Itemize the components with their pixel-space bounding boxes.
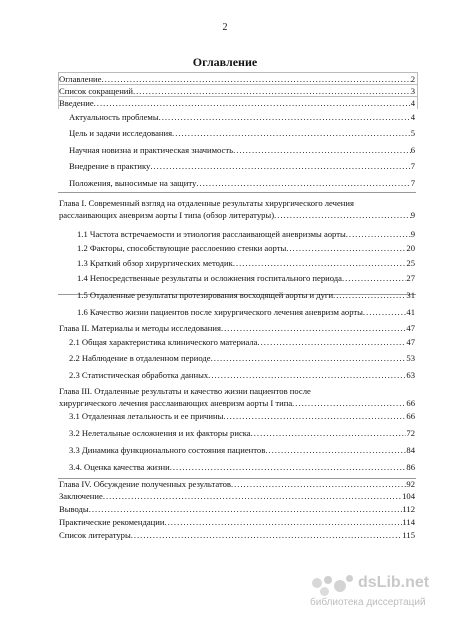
toc-entry-title: Глава IV. Обсуждение полученных результатов xyxy=(59,479,231,489)
toc-chapter-entry[interactable] xyxy=(59,197,415,221)
toc-entry[interactable] xyxy=(69,461,415,473)
toc-entry-title: 1.6 Качество жизни пациентов после хирургического лечения аневризм аорты xyxy=(77,307,363,317)
toc-entry[interactable] xyxy=(59,73,415,85)
toc-entry-title-line1: Глава III. Отдаленные результаты и качество жизни пациентов после xyxy=(59,386,311,396)
page-number: 2 xyxy=(222,22,228,33)
toc-entry-title: Введение xyxy=(59,98,94,108)
toc-entry-page: 72 xyxy=(406,428,415,438)
toc-entry-title: 1.2 Факторы, способствующие расслоению стенки аорты xyxy=(77,243,287,253)
toc-entry-page: 9 xyxy=(410,229,415,239)
toc-entry-title: Цель и задачи исследования xyxy=(69,128,173,138)
watermark-dot-icon xyxy=(320,587,329,596)
toc-entry-title: 1.1 Частота встречаемости и этиология расслаивающей аневризмы аорты xyxy=(77,229,346,239)
toc-entry-page: 6 xyxy=(410,145,415,155)
toc-entry-page: 27 xyxy=(406,273,415,283)
watermark-dot-icon xyxy=(334,580,346,592)
toc-entry[interactable] xyxy=(77,228,415,240)
toc-entry-title: 1.4 Непосредственные результаты и осложнения госпитального периода xyxy=(77,273,342,283)
watermark-dot-icon xyxy=(312,578,322,588)
toc-entry[interactable] xyxy=(59,516,415,528)
toc-entry-title: 3.2 Нелетальные осложнения и их факторы риска xyxy=(69,428,251,438)
toc-entry-title: Список литературы xyxy=(59,530,131,540)
toc-entry-title: Практические рекомендации xyxy=(59,517,165,527)
toc-entry[interactable] xyxy=(59,97,415,109)
watermark-dot-icon xyxy=(346,575,353,582)
toc-entry-page: 63 xyxy=(406,370,415,380)
watermark-dot-icon xyxy=(324,576,332,584)
toc-entry-title-line1: Глава I. Современный взгляд на отдаленные результаты хирургического лечения xyxy=(59,198,354,208)
toc-entry-title: 3.4. Оценка качества жизни xyxy=(69,462,170,472)
toc-entry-page: 41 xyxy=(406,307,415,317)
toc-entry[interactable] xyxy=(69,144,415,156)
toc-entry-title: 1.5 Отдаленные результаты протезирования восходящей аорты и дуги xyxy=(77,290,334,300)
toc-entry-title: Внедрение в практику xyxy=(69,161,151,171)
toc-entry-title: Выводы xyxy=(59,504,89,514)
toc-entry[interactable] xyxy=(77,306,415,318)
toc-entry-title: 2.2 Наблюдение в отдаленном периоде xyxy=(69,353,211,363)
toc-entry[interactable] xyxy=(59,503,415,515)
toc-entry-page: 53 xyxy=(406,353,415,363)
toc-entry-page: 47 xyxy=(406,323,415,333)
watermark-brand: dsLib.net xyxy=(358,574,430,591)
watermark xyxy=(310,574,445,614)
toc-entry-page: 9 xyxy=(410,210,415,220)
toc-entry[interactable] xyxy=(69,410,415,422)
toc-entry[interactable] xyxy=(59,529,415,541)
toc-entry[interactable] xyxy=(59,322,415,334)
toc-entry-title: Оглавление xyxy=(59,74,102,84)
toc-entry[interactable] xyxy=(59,478,415,490)
toc-entry-page: 47 xyxy=(406,337,415,347)
toc-entry-title: Глава II. Материалы и методы исследования xyxy=(59,323,221,333)
toc-entry-page: 86 xyxy=(406,462,415,472)
toc-entry-page: 20 xyxy=(406,243,415,253)
toc-entry-page: 66 xyxy=(406,398,415,408)
toc-entry-page: 104 xyxy=(402,491,415,501)
toc-entry[interactable] xyxy=(69,352,415,364)
toc-entry[interactable] xyxy=(77,242,415,254)
page-title: Оглавление xyxy=(192,55,258,69)
toc-entry-page: 4 xyxy=(410,112,415,122)
toc-entry-title: Научная новизна и практическая значимость xyxy=(69,145,234,155)
toc-rule xyxy=(58,192,416,193)
toc-entry-page: 7 xyxy=(410,178,415,188)
toc-entry-page: 92 xyxy=(406,479,415,489)
toc-entry-title: Актуальность проблемы xyxy=(69,112,159,122)
toc-entry-page: 115 xyxy=(402,530,415,540)
toc-entry[interactable] xyxy=(69,444,415,456)
toc-entry-title: Положения, выносимые на защиту xyxy=(69,178,197,188)
toc-entry-title: 1.3 Краткий обзор хирургических методик xyxy=(77,258,233,268)
toc-entry-page: 2 xyxy=(410,74,415,84)
toc-entry-title: Заключение xyxy=(59,491,103,501)
toc-entry[interactable] xyxy=(69,127,415,139)
toc-entry[interactable] xyxy=(69,427,415,439)
toc-entry[interactable] xyxy=(69,160,415,172)
watermark-subtitle: библиотека диссертаций xyxy=(310,597,426,608)
toc-entry-page: 4 xyxy=(410,98,415,108)
toc-entry[interactable] xyxy=(69,369,415,381)
toc-entry[interactable] xyxy=(77,289,415,301)
toc-entry-title: 2.1 Общая характеристика клинического материала xyxy=(69,337,258,347)
toc-entry-page: 3 xyxy=(410,86,415,96)
toc-entry-title: хирургического лечения расслаивающих аневризм аорты I типа xyxy=(59,398,293,408)
toc-chapter-entry[interactable] xyxy=(59,385,415,409)
toc-entry[interactable] xyxy=(69,111,415,123)
toc-entry[interactable] xyxy=(77,257,415,269)
toc-entry-page: 5 xyxy=(410,128,415,138)
toc-entry-title: Список сокращений xyxy=(59,86,133,96)
toc-entry[interactable] xyxy=(59,490,415,502)
toc-entry-title: расслаивающих аневризм аорты I типа (обзор литературы) xyxy=(59,210,275,220)
toc-entry-page: 7 xyxy=(410,161,415,171)
toc-entry-page: 84 xyxy=(406,445,415,455)
toc-entry-page: 114 xyxy=(402,517,415,527)
toc-entry-title: 2.3 Статистическая обработка данных xyxy=(69,370,209,380)
toc-entry[interactable] xyxy=(77,272,415,284)
toc-entry-page: 31 xyxy=(406,290,415,300)
toc-entry-page: 112 xyxy=(402,504,415,514)
toc-entry[interactable] xyxy=(69,177,415,189)
toc-entry-title: 3.3 Динамика функционального состояния пациентов xyxy=(69,445,266,455)
toc-entry[interactable] xyxy=(59,85,415,97)
toc-entry[interactable] xyxy=(69,336,415,348)
toc-entry-page: 66 xyxy=(406,411,415,421)
toc-entry-page: 25 xyxy=(406,258,415,268)
toc-entry-title: 3.1 Отдаленная летальность и ее причины xyxy=(69,411,224,421)
